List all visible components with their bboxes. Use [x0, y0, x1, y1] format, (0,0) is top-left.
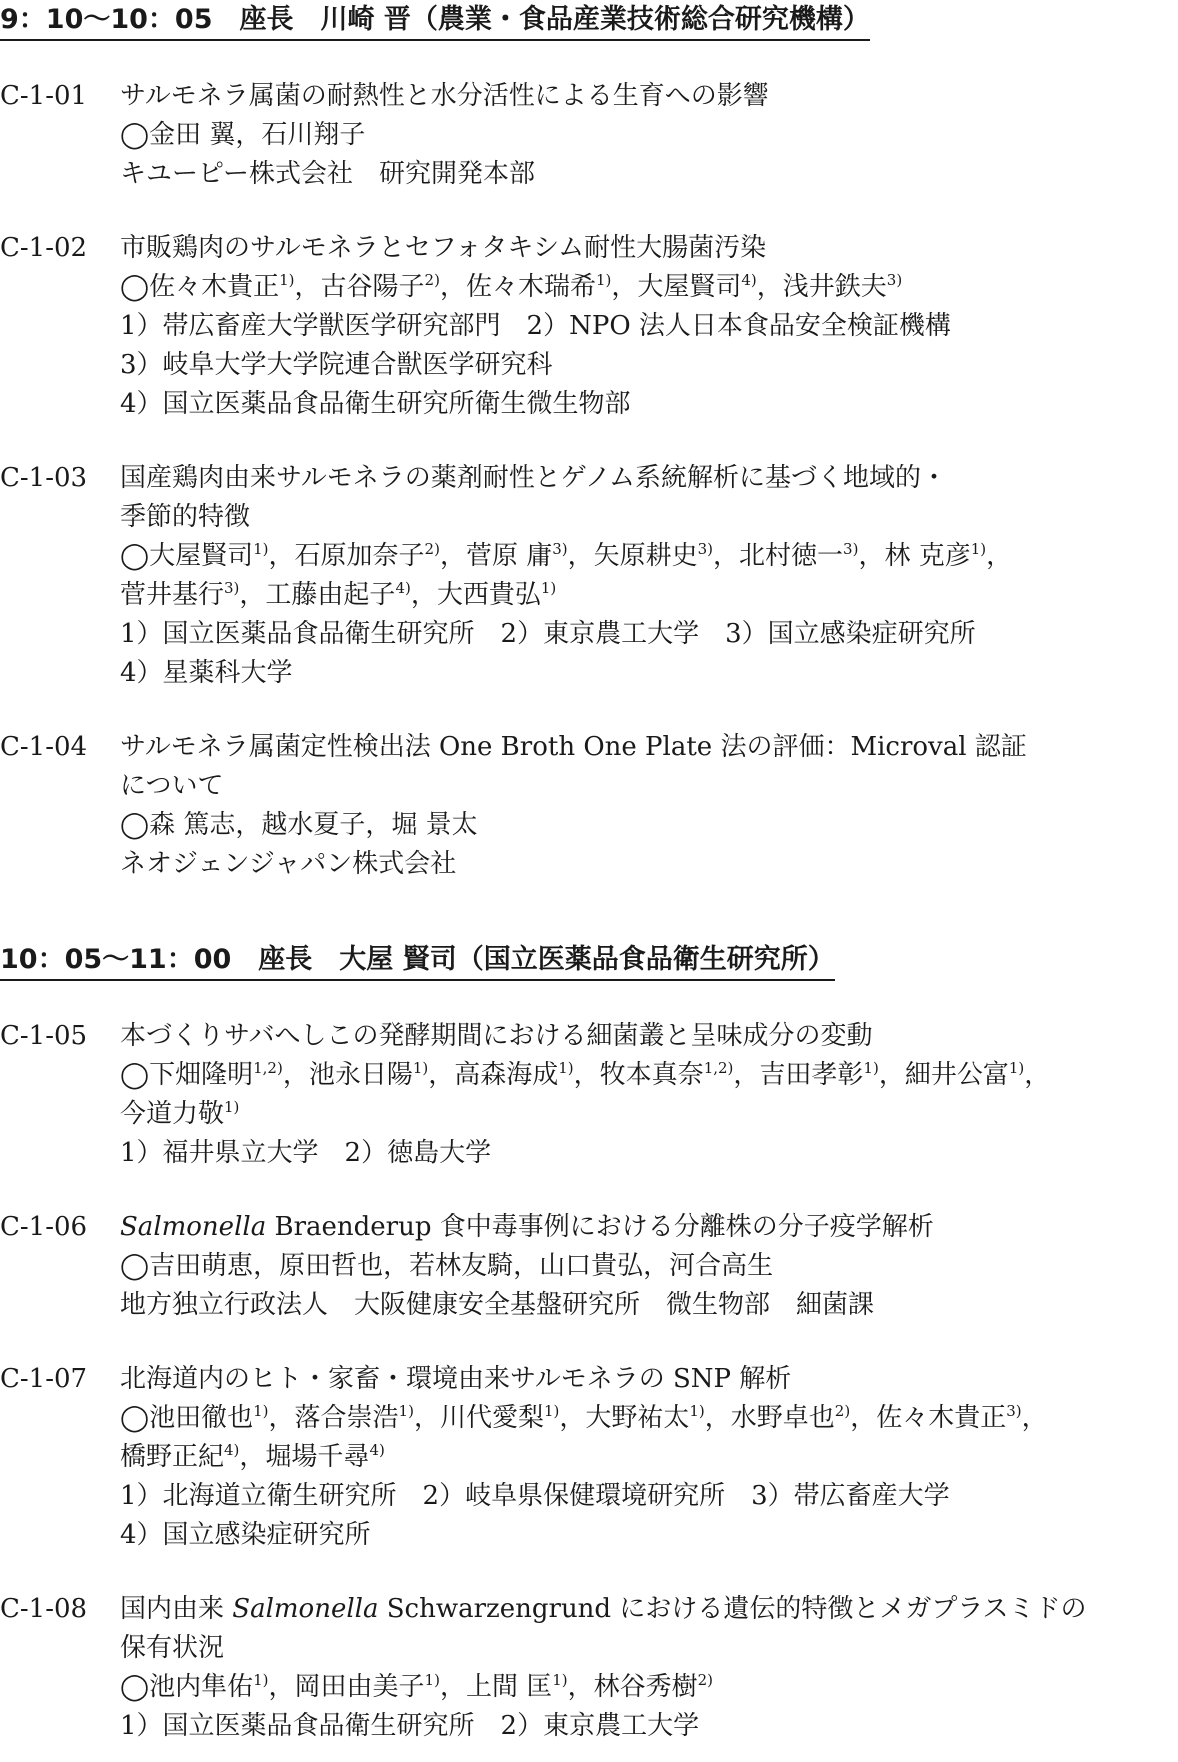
- author-line: [120, 1668, 1178, 1707]
- affiliation-marker: 1): [253, 1402, 269, 1420]
- affiliation-marker: 2): [834, 1402, 851, 1420]
- text-segment: 1）北海道立衛生研究所 2）岐阜県保健環境研究所 3）帯広畜産大学: [120, 1481, 950, 1511]
- affiliation-line: [120, 307, 1178, 346]
- affiliation-line: [120, 1516, 1178, 1555]
- title-line: [120, 1590, 1178, 1629]
- text-segment: ◯森 篤志，越水夏子，堀 景太: [120, 810, 478, 840]
- text-segment: ，浅井鉄夫: [756, 272, 887, 302]
- affiliation-line: [120, 346, 1178, 385]
- text-segment: ネオジェンジャパン株式会社: [120, 849, 457, 879]
- text-segment: キユーピー株式会社 研究開発本部: [120, 159, 535, 189]
- text-segment: 4）国立感染症研究所: [120, 1520, 371, 1550]
- title-line: [120, 229, 1178, 268]
- affiliation-marker: 3): [552, 540, 568, 558]
- author-line: [120, 806, 1178, 845]
- presentation-body: [120, 728, 1178, 884]
- text-segment: ，堀場千尋: [239, 1442, 370, 1472]
- title-line: [120, 1017, 1178, 1056]
- affiliation-line: [120, 1134, 1178, 1173]
- author-line: [120, 1056, 1178, 1095]
- affiliation-marker: 3): [886, 271, 903, 289]
- presentation-id: C-1-01: [0, 81, 88, 111]
- affiliation-marker: 1): [543, 1402, 560, 1420]
- affiliation-marker: 1,2): [703, 1059, 734, 1077]
- presentation-id: C-1-06: [0, 1212, 88, 1242]
- title-line: [120, 1360, 1178, 1399]
- affiliation-marker: 4): [395, 579, 411, 597]
- title-line: [120, 77, 1178, 116]
- affiliation-marker: 3): [697, 540, 714, 558]
- affiliation-marker: 2): [424, 271, 440, 289]
- text-segment: ◯佐々木貴正: [120, 272, 280, 302]
- title-line: [120, 767, 1178, 806]
- author-line: [120, 1399, 1178, 1438]
- affiliation-line: [120, 654, 1178, 693]
- author-line: [120, 1095, 1178, 1134]
- text-segment: 北海道内のヒト・家畜・環境由来サルモネラの SNP 解析: [120, 1364, 792, 1394]
- text-segment: ，佐々木貴正: [850, 1403, 1007, 1433]
- presentation-id: C-1-04: [0, 732, 88, 762]
- text-segment: 市販鶏肉のサルモネラとセフォタキシム耐性大腸菌汚染: [120, 233, 767, 263]
- presentation-body: [120, 1017, 1178, 1173]
- text-segment: サルモネラ属菌の耐熱性と水分活性による生育への影響: [120, 81, 769, 111]
- affiliation-marker: 1): [424, 1671, 440, 1689]
- affiliation-marker: 1): [412, 1059, 429, 1077]
- title-line: [120, 1208, 1178, 1247]
- title-line: [120, 1629, 1178, 1668]
- text-segment: 1）国立医薬品食品衛生研究所 2）東京農工大学 3）国立感染症研究所: [120, 619, 976, 649]
- presentation-body: [120, 1360, 1178, 1555]
- text-segment: 季節的特徴: [120, 502, 251, 532]
- text-segment: 今道力敬: [120, 1099, 225, 1129]
- affiliation-line: [120, 1286, 1178, 1325]
- affiliation-marker: 1): [253, 540, 269, 558]
- text-segment: ，古谷陽子: [294, 272, 425, 302]
- text-segment: ◯金田 翼，石川翔子: [120, 120, 366, 150]
- affiliation-marker: 1): [863, 1059, 879, 1077]
- text-segment: ，: [1021, 1403, 1048, 1433]
- text-segment: ，: [1024, 1060, 1051, 1090]
- text-segment: ◯大屋賢司: [120, 541, 254, 571]
- presentation-entry: [0, 1208, 1178, 1325]
- text-segment: について: [120, 771, 224, 801]
- text-segment: ，: [986, 541, 1013, 571]
- presentation-entry: [0, 1360, 1178, 1555]
- text-segment: ，落合崇浩: [268, 1403, 399, 1433]
- text-segment: 本づくりサバへしこの発酵期間における細菌叢と呈味成分の変動: [120, 1021, 873, 1051]
- text-segment: 地方独立行政法人 大阪健康安全基盤研究所 微生物部 細菌課: [120, 1290, 875, 1320]
- author-line: [120, 576, 1178, 615]
- author-line: [120, 1438, 1178, 1477]
- text-segment: ，岡田由美子: [268, 1672, 425, 1702]
- affiliation-marker: 1): [1008, 1059, 1025, 1077]
- text-segment: ，佐々木瑞希: [439, 272, 596, 302]
- affiliation-marker: 1): [279, 271, 295, 289]
- text-segment: ，矢原耕史: [567, 541, 698, 571]
- title-line: [120, 498, 1178, 537]
- author-line: [120, 268, 1178, 307]
- text-segment: ，林 克彦: [858, 541, 971, 571]
- affiliation-marker: 3): [1006, 1402, 1022, 1420]
- affiliation-marker: 1): [689, 1402, 705, 1420]
- text-segment: ◯下畑隆明: [120, 1060, 254, 1090]
- author-line: [120, 1247, 1178, 1286]
- affiliation-marker: 1): [558, 1059, 574, 1077]
- presentation-body: [120, 1590, 1178, 1746]
- author-line: [120, 537, 1178, 576]
- presentation-body: [120, 459, 1178, 693]
- presentation-entry: [0, 1017, 1178, 1173]
- affiliation-marker: 1): [552, 1671, 568, 1689]
- affiliation-marker: 2): [697, 1671, 714, 1689]
- text-segment: ，細井公富: [878, 1060, 1009, 1090]
- text-segment: ◯吉田萌恵，原田哲也，若林友騎，山口貴弘，河合高生: [120, 1251, 774, 1281]
- italic-term: Salmonella: [120, 1212, 267, 1242]
- affiliation-line: [120, 1477, 1178, 1516]
- affiliation-marker: 4): [741, 271, 757, 289]
- affiliation-marker: 1): [398, 1402, 414, 1420]
- affiliation-line: [120, 845, 1178, 884]
- text-segment: 国産鶏肉由来サルモネラの薬剤耐性とゲノム系統解析に基づく地域的・: [120, 463, 948, 493]
- affiliation-marker: 4): [369, 1441, 385, 1459]
- affiliation-line: [120, 1707, 1178, 1746]
- text-segment: 4）星薬科大学: [120, 658, 293, 688]
- affiliation-line: [120, 615, 1178, 654]
- text-segment: 1）福井県立大学 2）徳島大学: [120, 1138, 492, 1168]
- affiliation-marker: 3): [224, 579, 240, 597]
- presentation-entry: [0, 77, 1178, 194]
- text-segment: ，工藤由起子: [239, 580, 396, 610]
- affiliation-marker: 4): [224, 1441, 240, 1459]
- text-segment: ，牧本真奈: [573, 1060, 704, 1090]
- affiliation-line: [120, 385, 1178, 424]
- presentation-id: C-1-03: [0, 463, 88, 493]
- presentation-entry: [0, 1590, 1178, 1746]
- text-segment: ，林谷秀樹: [567, 1672, 698, 1702]
- italic-term: Salmonella: [232, 1594, 379, 1624]
- text-segment: 保有状況: [120, 1633, 225, 1663]
- session-header: 10：05〜11：00 座長 大屋 賢司（国立医薬品食品衛生研究所）: [0, 941, 835, 981]
- affiliation-marker: 1): [540, 579, 557, 597]
- presentation-id: C-1-07: [0, 1364, 88, 1394]
- text-segment: Schwarzengrund における遺伝的特徴とメガプラスミドの: [378, 1594, 1087, 1624]
- text-segment: ◯池田徹也: [120, 1403, 254, 1433]
- text-segment: ，上間 匡: [439, 1672, 553, 1702]
- text-segment: ，大屋賢司: [611, 272, 742, 302]
- presentation-body: [120, 229, 1178, 424]
- presentation-id: C-1-05: [0, 1021, 88, 1051]
- text-segment: ，石原加奈子: [268, 541, 425, 571]
- text-segment: Braenderup 食中毒事例における分離株の分子疫学解析: [266, 1212, 934, 1242]
- presentation-id: C-1-02: [0, 233, 88, 263]
- presentation-body: [120, 1208, 1178, 1325]
- title-line: [120, 728, 1178, 767]
- presentation-body: [120, 77, 1178, 194]
- text-segment: 1）帯広畜産大学獣医学研究部門 2）NPO 法人日本食品安全検証機構: [120, 311, 951, 341]
- presentation-id: C-1-08: [0, 1594, 88, 1624]
- affiliation-marker: 1): [970, 540, 987, 558]
- text-segment: 3）岐阜大学大学院連合獣医学研究科: [120, 350, 553, 380]
- text-segment: サルモネラ属菌定性検出法 One Broth One Plate 法の評価：Microval 認証: [120, 732, 1027, 762]
- text-segment: ，北村徳一: [713, 541, 844, 571]
- text-segment: ，高森海成: [428, 1060, 559, 1090]
- affiliation-marker: 2): [424, 540, 440, 558]
- text-segment: ◯池内隼佑: [120, 1672, 254, 1702]
- presentation-entry: [0, 728, 1178, 884]
- text-segment: ，川代愛梨: [413, 1403, 544, 1433]
- text-segment: ，水野卓也: [704, 1403, 835, 1433]
- session-header: 9：10〜10：05 座長 川崎 晋（農業・食品産業技術総合研究機構）: [0, 1, 870, 41]
- author-line: [120, 116, 1178, 155]
- presentation-entry: [0, 459, 1178, 693]
- affiliation-marker: 3): [843, 540, 859, 558]
- presentation-entry: [0, 229, 1178, 424]
- text-segment: ，池永日陽: [282, 1060, 413, 1090]
- affiliation-line: [120, 155, 1178, 194]
- text-segment: ，大西貴弘: [410, 580, 541, 610]
- text-segment: 4）国立医薬品食品衛生研究所衛生微生物部: [120, 389, 631, 419]
- text-segment: ，吉田孝彰: [733, 1060, 864, 1090]
- affiliation-marker: 1): [595, 271, 612, 289]
- affiliation-marker: 1): [224, 1098, 240, 1116]
- title-line: [120, 459, 1178, 498]
- text-segment: 1）国立医薬品食品衛生研究所 2）東京農工大学: [120, 1711, 700, 1741]
- text-segment: 国内由来: [120, 1594, 233, 1624]
- text-segment: ，菅原 庸: [439, 541, 553, 571]
- text-segment: ，大野祐太: [559, 1403, 690, 1433]
- text-segment: 菅井基行: [120, 580, 225, 610]
- affiliation-marker: 1,2): [253, 1059, 283, 1077]
- affiliation-marker: 1): [253, 1671, 269, 1689]
- text-segment: 橋野正紀: [120, 1442, 225, 1472]
